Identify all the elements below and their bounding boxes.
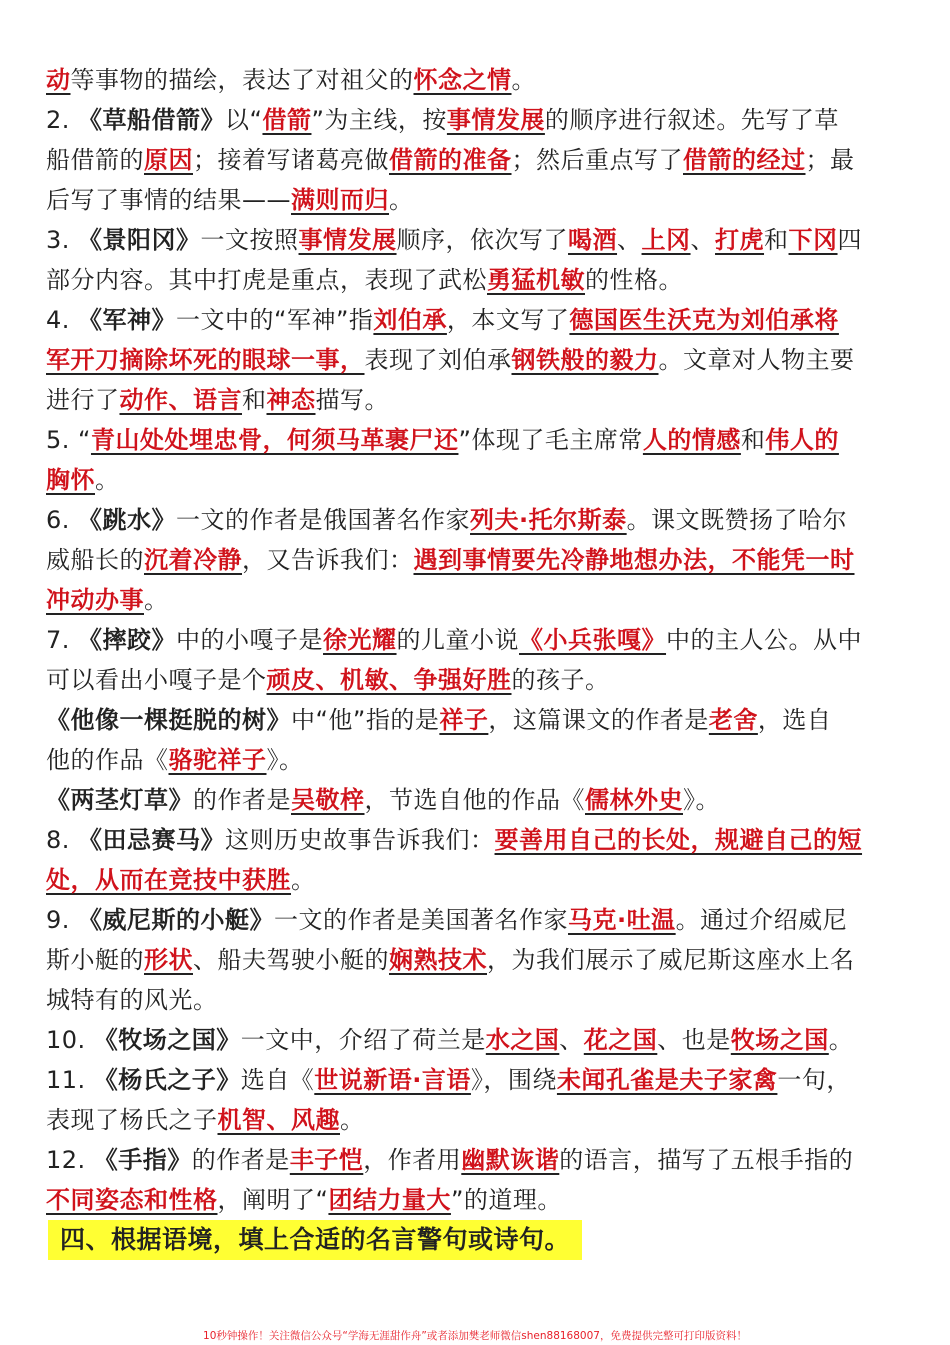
text-line: 9. 《威尼斯的小艇》一文的作者是美国著名作家马克·吐温。通过介绍威尼	[46, 906, 848, 934]
text-line: 城特有的风光。	[46, 986, 218, 1014]
answer: 遇到事情要先冷静地想办法，不能凭一时	[413, 546, 855, 574]
answer: 处，从而在竞技中获胜	[46, 866, 291, 894]
answer: 伟人的	[765, 426, 839, 454]
text-line: 12. 《手指》的作者是丰子恺，作者用幽默诙谐的语言，描写了五根手指的	[46, 1146, 854, 1174]
section-heading: 四、根据语境，填上合适的名言警句或诗句。	[48, 1220, 582, 1260]
text-line: 冲动办事。	[46, 586, 169, 614]
text-line: 威船长的沉着冷静，又告诉我们：遇到事情要先冷静地想办法，不能凭一时	[46, 546, 855, 574]
text-line: 他的作品《骆驼祥子》。	[46, 746, 304, 774]
answer: 儒林外史	[585, 786, 683, 814]
answer: 神态	[266, 386, 316, 414]
answer: 花之国	[583, 1026, 658, 1054]
answer: 动作、语言	[119, 386, 242, 414]
text-line: 船借箭的原因；接着写诸葛亮做借箭的准备；然后重点写了借箭的经过；最	[46, 146, 855, 174]
text-line: 处，从而在竞技中获胜。	[46, 866, 316, 894]
answer: 娴熟技术	[389, 946, 487, 974]
text-line: 10. 《牧场之国》一文中，介绍了荷兰是水之国、花之国、也是牧场之国。	[46, 1026, 854, 1054]
text-line: 部分内容。其中打虎是重点，表现了武松勇猛机敏的性格。	[46, 266, 683, 294]
text-line: 11. 《杨氏之子》选自《世说新语·言语》，围绕未闻孔雀是夫子家禽一句，	[46, 1066, 851, 1094]
text-line: 4. 《军神》一文中的“军神”指刘伯承，本文写了德国医生沃克为刘伯承将	[46, 306, 839, 334]
answer: 机智、风趣	[217, 1106, 340, 1134]
text-line: 后写了事情的结果——满则而归。	[46, 186, 414, 214]
answer: 借箭的经过	[683, 146, 806, 174]
answer: 顽皮、机敏、争强好胜	[266, 666, 512, 694]
answer: 下冈	[788, 226, 838, 254]
answer: 军开刀摘除坏死的眼球一事，	[46, 346, 365, 374]
text-line: 进行了动作、语言和神态描写。	[46, 386, 389, 414]
answer: 原因	[144, 146, 193, 174]
lesson-title: 《牧场之国》	[93, 1026, 241, 1054]
text-line: 3. 《景阳冈》一文按照事情发展顺序，依次写了喝酒、上冈、打虎和下冈四	[46, 226, 863, 254]
answer: 打虎	[715, 226, 765, 254]
answer: 不同姿态和性格	[46, 1186, 218, 1214]
text-line: 动等事物的描绘，表达了对祖父的怀念之情。	[46, 66, 536, 94]
answer: 幽默诙谐	[461, 1146, 560, 1174]
answer: 老舍	[708, 706, 758, 734]
lesson-title: 《威尼斯的小艇》	[78, 906, 275, 934]
text-line: 2. 《草船借箭》以“借箭”为主线，按事情发展的顺序进行叙述。先写了草	[46, 106, 839, 134]
lesson-title: 《景阳冈》	[78, 226, 201, 254]
footer-note: 10秒钟操作！关注微信公众号“学海无涯甜作舟”或者添加樊老师微信shen88168007，免费提供完整可打印版资料！	[203, 1330, 747, 1342]
lesson-title: 《他像一棵挺脱的树》	[46, 706, 291, 734]
answer: 勇猛机敏	[487, 266, 585, 294]
answer: 丰子恺	[289, 1146, 364, 1174]
text-line: 可以看出小嘎子是个顽皮、机敏、争强好胜的孩子。	[46, 666, 610, 694]
answer: 刘伯承	[373, 306, 447, 334]
text-line: 7. 《摔跤》中的小嘎子是徐光耀的儿童小说《小兵张嘎》中的主人公。从中	[46, 626, 863, 654]
answer: 借箭	[262, 106, 312, 134]
text-line: 表现了杨氏之子机智、风趣。	[46, 1106, 365, 1134]
answer: 世说新语·言语	[314, 1066, 471, 1094]
lesson-title: 《军神》	[78, 306, 177, 334]
answer: 吴敬梓	[291, 786, 365, 814]
lesson-title: 《摔跤》	[78, 626, 177, 654]
answer: 列夫·托尔斯泰	[470, 506, 627, 534]
text-line: 《两茎灯草》的作者是吴敬梓，节选自他的作品《儒林外史》。	[46, 786, 720, 814]
lesson-title: 《草船借箭》	[78, 106, 226, 134]
worksheet-page	[46, 60, 908, 1260]
lesson-title: 《跳水》	[78, 506, 177, 534]
text-line: 5. “青山处处埋忠骨，何须马革裹尸还”体现了毛主席常人的情感和伟人的	[46, 426, 839, 454]
answer: 事情发展	[298, 226, 397, 254]
text-line: 胸怀。	[46, 466, 120, 494]
answer: 未闻孔雀是夫子家禽	[556, 1066, 778, 1094]
answer: 马克·吐温	[568, 906, 676, 934]
text-line: 《他像一棵挺脱的树》中“他”指的是祥子，这篇课文的作者是老舍，选自	[46, 706, 832, 734]
answer: 沉着冷静	[144, 546, 242, 574]
lesson-title: 《手指》	[93, 1146, 192, 1174]
answer: 胸怀	[46, 466, 95, 494]
section-heading-line	[46, 1220, 908, 1260]
lesson-title: 《田忌赛马》	[78, 826, 226, 854]
answer: 人的情感	[642, 426, 741, 454]
answer: 《小兵张嘎》	[519, 626, 667, 654]
answer: 事情发展	[446, 106, 545, 134]
answer: 水之国	[485, 1026, 560, 1054]
lesson-title: 《两茎灯草》	[46, 786, 193, 814]
answer: 要善用自己的长处，规避自己的短	[494, 826, 863, 854]
answer: 团结力量大	[328, 1186, 451, 1214]
text-line: 斯小艇的形状、船夫驾驶小艇的娴熟技术，为我们展示了威尼斯这座水上名	[46, 946, 855, 974]
answer: 牧场之国	[730, 1026, 829, 1054]
answer: 形状	[144, 946, 193, 974]
answer: 怀念之情	[413, 66, 512, 94]
text-line: 6. 《跳水》一文的作者是俄国著名作家列夫·托尔斯泰。课文既赞扬了哈尔	[46, 506, 848, 534]
answer: 祥子	[439, 706, 489, 734]
answer: 钢铁般的毅力	[511, 346, 659, 374]
text-line: 8. 《田忌赛马》这则历史故事告诉我们：要善用自己的长处，规避自己的短	[46, 826, 863, 854]
text-line: 军开刀摘除坏死的眼球一事，表现了刘伯承钢铁般的毅力。文章对人物主要	[46, 346, 855, 374]
answer: 动	[46, 66, 71, 94]
answer: 上冈	[641, 226, 691, 254]
answer: 徐光耀	[323, 626, 397, 654]
answer: 喝酒	[568, 226, 618, 254]
answer: 借箭的准备	[389, 146, 512, 174]
lesson-title: 《杨氏之子》	[93, 1066, 241, 1094]
answer: 满则而归	[291, 186, 389, 214]
answer: 冲动办事	[46, 586, 144, 614]
answer: 骆驼祥子	[168, 746, 267, 774]
answer: 青山处处埋忠骨，何须马革裹尸还	[90, 426, 459, 454]
answer: 德国医生沃克为刘伯承将	[569, 306, 839, 334]
text-line: 不同姿态和性格，阐明了“团结力量大”的道理。	[46, 1186, 562, 1214]
